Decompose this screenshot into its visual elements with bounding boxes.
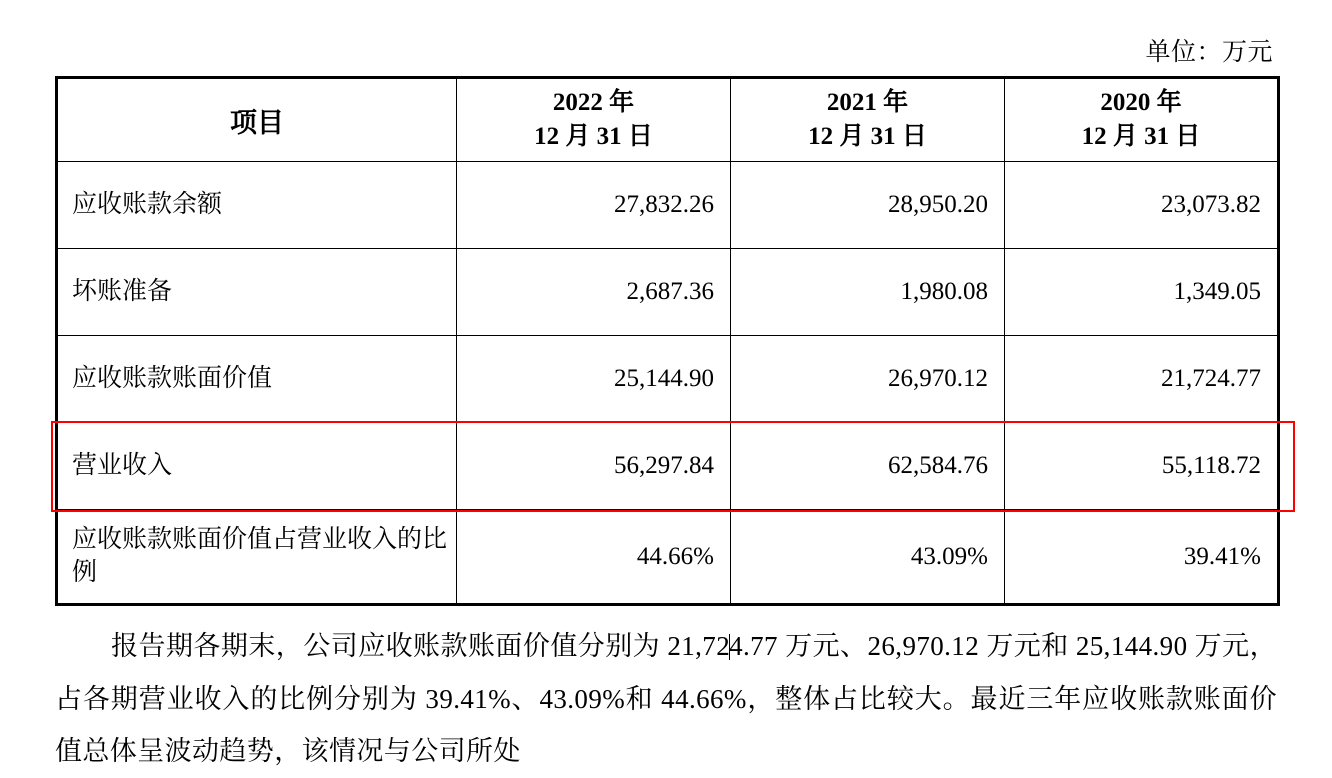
paragraph-text-part1: 报告期各期末，公司应收账款账面价值分别为 21,72 — [111, 631, 731, 661]
table-row — [57, 510, 1279, 605]
table-header-row — [57, 78, 1279, 162]
cell-value: 27,832.26 — [457, 162, 731, 249]
cell-value: 56,297.84 — [457, 423, 731, 510]
cell-value: 39.41% — [1005, 510, 1279, 605]
cell-value: 1,349.05 — [1005, 249, 1279, 336]
cell-value: 23,073.82 — [1005, 162, 1279, 249]
cell-value: 26,970.12 — [731, 336, 1005, 423]
unit-note: 单位：万元 — [1145, 39, 1273, 66]
row-label: 应收账款账面价值占营业收入的比例 — [57, 510, 457, 605]
column-header-item: 项目 — [57, 78, 457, 162]
table-row — [57, 336, 1279, 423]
cell-value: 2,687.36 — [457, 249, 731, 336]
column-header-2020 — [1005, 78, 1279, 162]
column-header-2021 — [731, 78, 1005, 162]
table-body — [57, 162, 1279, 605]
table-row-highlighted — [57, 423, 1279, 510]
row-label: 应收账款账面价值 — [57, 336, 457, 423]
cell-value: 43.09% — [731, 510, 1005, 605]
column-header-2021-year: 2021 年 — [826, 89, 909, 117]
paragraph-text-part2: 4.77 万元、26,970.12 万元和 25,144.90 万元，占各期营业收入的比例分别为 39.41%、43.09%和 44.66%，整体占比较大。最近三年应收账款账面价值总体呈波动趋势，该情况与公司所处 — [55, 631, 1277, 767]
cell-value: 44.66% — [457, 510, 731, 605]
column-header-2021-date: 12 月 31 日 — [808, 123, 927, 150]
cell-value: 21,724.77 — [1005, 336, 1279, 423]
column-header-2022-date: 12 月 31 日 — [534, 123, 653, 150]
row-label: 营业收入 — [57, 423, 457, 510]
cell-value: 28,950.20 — [731, 162, 1005, 249]
cell-value: 62,584.76 — [731, 423, 1005, 510]
column-header-2020-year: 2020 年 — [1100, 89, 1182, 117]
column-header-2022 — [457, 78, 731, 162]
row-label: 坏账准备 — [57, 249, 457, 336]
table-row — [57, 249, 1279, 336]
table-header — [57, 78, 1279, 162]
table-row — [57, 162, 1279, 249]
column-header-2022-year: 2022 年 — [552, 89, 635, 117]
financial-table — [55, 76, 1280, 606]
body-paragraph — [55, 620, 1277, 778]
cell-value: 25,144.90 — [457, 336, 731, 423]
cell-value: 55,118.72 — [1005, 423, 1279, 510]
row-label: 应收账款余额 — [57, 162, 457, 249]
column-header-2020-date: 12 月 31 日 — [1081, 123, 1201, 150]
cell-value: 1,980.08 — [731, 249, 1005, 336]
